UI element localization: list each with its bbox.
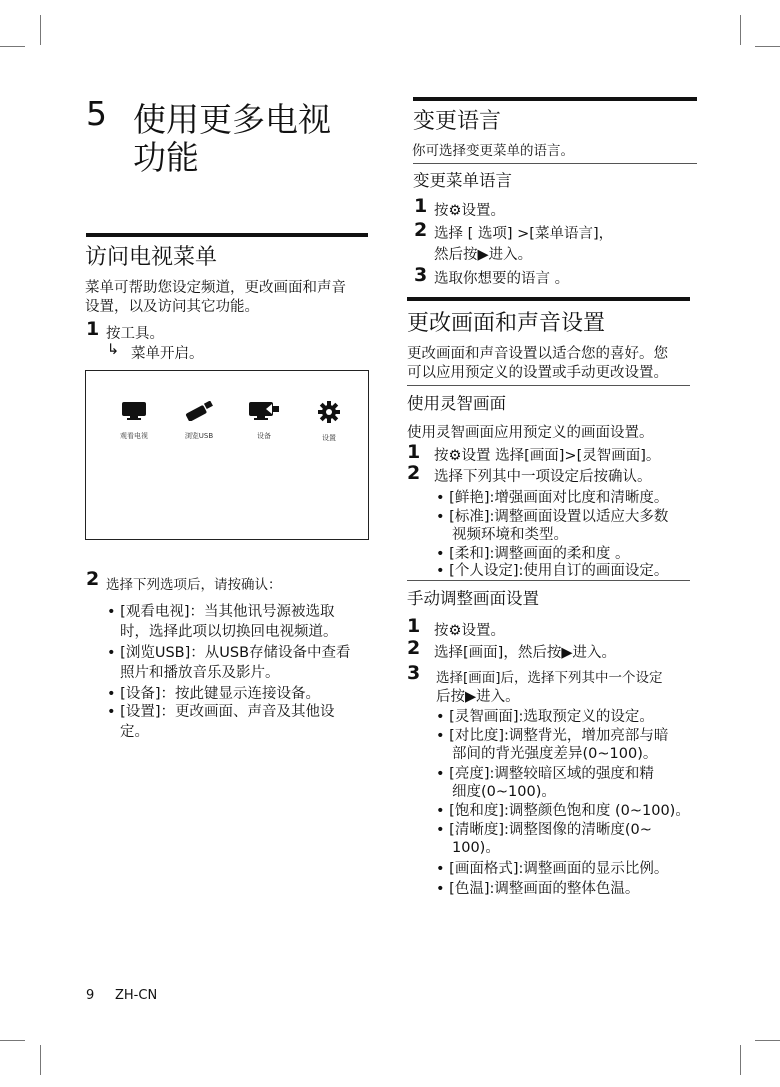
paragraph: 菜单可帮助您设定频道，更改画面和声音	[85, 280, 346, 296]
bullet-item: • [个人设定]:使用自订的画面设定。	[436, 563, 669, 579]
step-number: 2	[407, 462, 421, 484]
step-number: 2	[407, 637, 421, 659]
bullet-item: • [浏览USB]：从USB存储设备中查看	[107, 645, 351, 661]
bullet-item: • [标准]:调整画面设置以适应大多数	[436, 509, 669, 525]
result-arrow-icon: ↳	[107, 342, 120, 358]
step-text: 选择下列选项后，请按确认：	[106, 577, 282, 593]
crop-mark	[740, 15, 741, 45]
bullet-item: • [饱和度]:调整颜色饱和度 (0~100)。	[436, 803, 690, 819]
bullet-item: • [亮度]:调整较暗区域的强度和精	[436, 766, 654, 782]
subsection-title: 使用灵智画面	[407, 394, 506, 413]
bullet-continued: 细度(0~100)。	[452, 784, 556, 800]
bullet-item: • [柔和]:调整画面的柔和度 。	[436, 546, 630, 562]
divider	[407, 385, 690, 386]
bullet-continued: 照片和播放音乐及影片。	[120, 665, 280, 681]
step-number: 1	[407, 615, 421, 637]
section-title: 访问电视菜单	[85, 245, 218, 270]
bullet-item: • [画面格式]:调整画面的显示比例。	[436, 861, 669, 877]
step-text: 后按▶进入。	[436, 689, 520, 705]
step-number: 3	[407, 662, 421, 684]
step-number: 2	[414, 219, 428, 241]
step-result: 菜单开启。	[131, 346, 204, 362]
menu-item-watch-tv	[104, 401, 164, 441]
step-text: 按工具。	[106, 326, 164, 342]
usb-icon	[184, 401, 214, 421]
bullet-continued: 时，选择此项以切换回电视频道。	[120, 624, 338, 640]
crop-mark	[755, 46, 780, 47]
paragraph: 更改画面和声音设置以适合您的喜好。您	[407, 346, 668, 362]
crop-mark	[40, 15, 41, 45]
step-text: 选择 [ 选项] >[菜单语言]，	[434, 226, 614, 242]
crop-mark	[755, 1040, 780, 1041]
menu-item-label: 设备	[257, 432, 271, 440]
bullet-continued: 定。	[120, 724, 149, 740]
step-number: 1	[414, 195, 428, 217]
paragraph: 设置，以及访问其它功能。	[85, 299, 259, 315]
section-rule	[413, 97, 697, 101]
bullet-item: • [鲜艳]:增强画面对比度和清晰度。	[436, 490, 669, 506]
divider	[413, 163, 697, 164]
paragraph: 你可选择变更菜单的语言。	[412, 143, 574, 159]
bullet-item: • [灵智画面]:选取预定义的设定。	[436, 709, 654, 725]
menu-item-settings	[299, 401, 359, 443]
menu-item-label: 浏览USB	[184, 432, 214, 440]
paragraph: 可以应用预定义的设置或手动更改设置。	[407, 365, 668, 381]
menu-item-devices	[234, 401, 294, 441]
step-text: 按⚙设置 选择[画面]>[灵智画面]。	[434, 448, 661, 464]
bullet-item: • [色温]:调整画面的整体色温。	[436, 881, 640, 897]
divider	[407, 580, 690, 581]
menu-item-label: 设置	[322, 434, 336, 442]
chapter-number: 5	[86, 94, 107, 133]
crop-mark	[740, 1045, 741, 1075]
bullet-continued: 部间的背光强度差异(0~100)。	[452, 746, 658, 762]
step-number: 2	[86, 568, 100, 590]
bullet-item: • [观看电视]：当其他讯号源被选取	[107, 604, 335, 620]
step-text: 选择下列其中一项设定后按确认。	[434, 469, 652, 485]
step-text: 按⚙设置。	[434, 203, 505, 219]
step-text: 然后按▶进入。	[434, 247, 533, 263]
section-rule	[407, 297, 690, 301]
menu-item-browse-usb	[169, 401, 229, 441]
subsection-title: 手动调整画面设置	[407, 589, 539, 608]
step-text: 选取你想要的语言 。	[434, 271, 570, 287]
step-number: 3	[414, 264, 428, 286]
crop-mark	[0, 1040, 25, 1041]
page-number: 9	[86, 988, 95, 1003]
section-title: 变更语言	[413, 109, 502, 134]
bullet-item: • [设置]：更改画面、声音及其他设	[107, 704, 335, 720]
bullet-continued: 100)。	[452, 840, 500, 856]
bullet-continued: 视频环境和类型。	[452, 527, 568, 543]
chapter-title: 使用更多电视	[133, 100, 331, 139]
crop-mark	[40, 1045, 41, 1075]
bullet-item: • [设备]：按此键显示连接设备。	[107, 686, 320, 702]
step-text: 选择[画面]，然后按▶进入。	[434, 645, 616, 661]
step-text: 选择[画面]后，选择下列其中一个设定	[436, 670, 663, 686]
gear-icon	[318, 401, 340, 423]
step-number: 1	[407, 441, 421, 463]
bullet-item: • [对比度]:调整背光，增加亮部与暗	[436, 728, 669, 744]
tv-icon	[121, 401, 147, 421]
language-code: ZH-CN	[115, 988, 158, 1003]
bullet-item: • [清晰度]:调整图像的清晰度(0~	[436, 822, 652, 838]
subsection-title: 变更菜单语言	[413, 171, 512, 190]
step-number: 1	[86, 318, 100, 340]
tv-menu-screenshot	[85, 370, 369, 540]
step-text: 按⚙设置。	[434, 623, 505, 639]
section-title: 更改画面和声音设置	[407, 311, 606, 336]
chapter-title-line2: 功能	[133, 138, 199, 177]
section-rule	[86, 233, 368, 237]
menu-item-label: 观看电视	[120, 432, 148, 440]
crop-mark	[0, 46, 25, 47]
paragraph: 使用灵智画面应用预定义的画面设置。	[407, 425, 654, 441]
source-icon	[248, 401, 280, 421]
